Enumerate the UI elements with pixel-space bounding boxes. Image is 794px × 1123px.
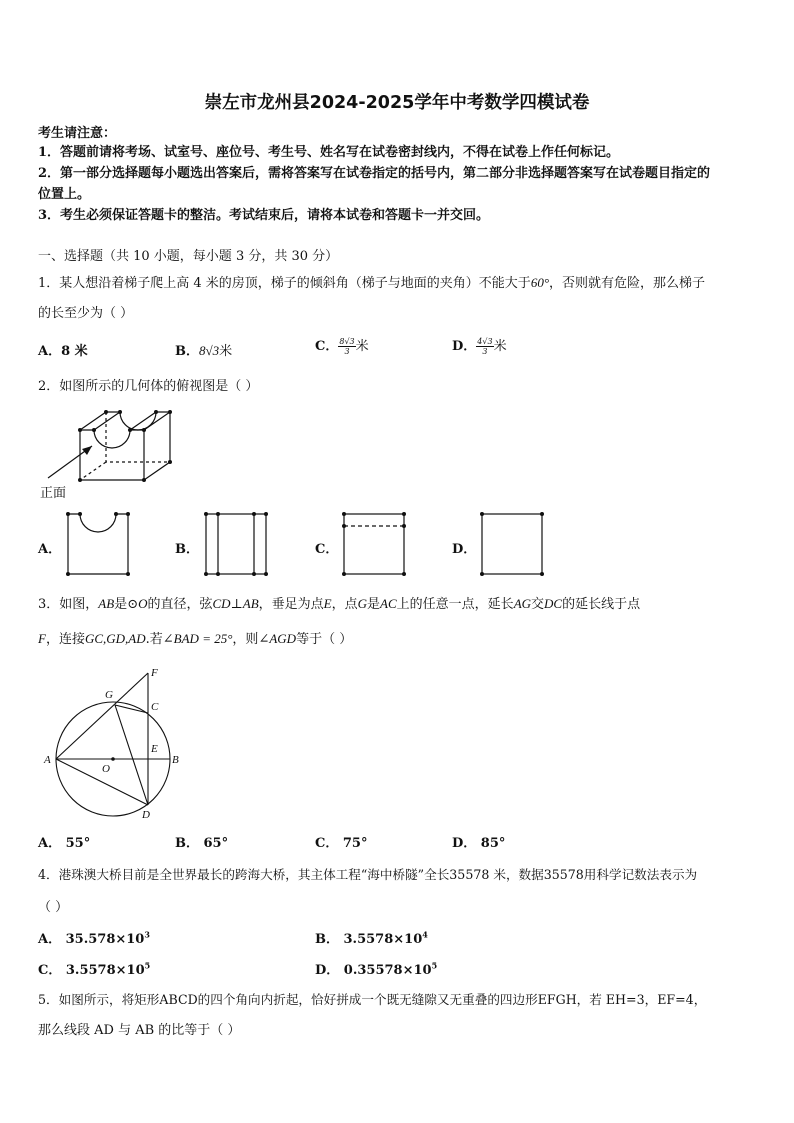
question-2-text: 2．如图所示的几何体的俯视图是（ ） — [38, 379, 259, 394]
question-3-line-1: 3．如图，AB是⊙O的直径，弦CD⊥AB，垂足为点E，点G是AC上的任意一点，延长AG交DC的延长线于点 — [38, 596, 641, 612]
q3-option-d[interactable]: D． 85° — [452, 836, 506, 851]
q1-option-c[interactable]: C． $\frac{8√3}{3}$ 米 — [315, 337, 369, 356]
notice-heading: 考生请注意： — [38, 126, 117, 141]
question-1-line-2: 的长至少为（ ） — [38, 306, 134, 321]
section-heading: 一、选择题（共 10 小题，每小题 3 分，共 30 分） — [38, 249, 339, 264]
q2-option-c[interactable]: C． — [315, 542, 339, 557]
q4-option-d[interactable]: D． $0.35578\times 10^5$ — [315, 960, 438, 978]
q2-option-c-figure[interactable] — [342, 512, 406, 576]
q3-circle-figure — [38, 662, 188, 822]
q3-option-a[interactable]: A． 55° — [38, 836, 91, 851]
q1-option-b[interactable]: B．8√3米 — [175, 343, 233, 359]
question-5-line-2: 那么线段 AD 与 AB 的比等于（ ） — [38, 1023, 241, 1038]
q3-label-o: O — [102, 763, 110, 775]
q3-option-c[interactable]: C． 75° — [315, 836, 368, 851]
q3-label-b: B — [172, 754, 179, 766]
question-3-line-2: F，连接GC,GD,AD.若∠BAD = 25°，则∠AGD等于（ ） — [38, 631, 353, 647]
notice-item-1: 1．答题前请将考场、试室号、座位号、考生号、姓名写在试卷密封线内，不得在试卷上作任何标记。 — [38, 145, 620, 160]
page-title: 崇左市龙州县2024-2025学年中考数学四模试卷 — [204, 93, 590, 113]
q4-option-c[interactable]: C． $3.5578\times 10^5$ — [38, 960, 151, 978]
q3-option-b[interactable]: B． 65° — [175, 836, 229, 851]
front-view-label: 正面 — [40, 486, 67, 501]
question-5-line-1: 5．如图所示，将矩形ABCD的四个角向内折起，恰好拼成一个既无缝隙又无重叠的四边形EFGH，若 EH=3，EF=4， — [38, 992, 707, 1007]
question-1-line-1: 1．某人想沿着梯子爬上高 4 米的房顶，梯子的倾斜角（梯子与地面的夹角）不能大于60°，否则就有危险，那么梯子 — [38, 275, 706, 291]
q2-option-b[interactable]: B． — [175, 542, 199, 557]
notice-item-2: 2．第一部分选择题每小题选出答案后，需将答案写在试卷指定的括号内，第二部分非选择题答案写在试卷题目指定的 — [38, 166, 711, 181]
q3-label-a: A — [44, 754, 51, 766]
q1-option-a[interactable]: A．8 米 — [38, 344, 88, 359]
q2-option-a[interactable]: A． — [38, 542, 62, 557]
q1-option-d[interactable]: D． $\frac{4√3}{3}$ 米 — [452, 337, 507, 356]
q2-option-d-figure[interactable] — [480, 512, 544, 576]
question-4-line-2: （ ） — [38, 900, 69, 915]
q3-label-e: E — [151, 743, 158, 755]
notice-item-3: 3．考生必须保证答题卡的整洁。考试结束后，请将本试卷和答题卡一并交回。 — [38, 208, 490, 223]
q3-label-d: D — [142, 809, 150, 821]
q3-label-g: G — [105, 689, 113, 701]
q2-option-a-figure[interactable] — [66, 512, 130, 576]
q2-option-d[interactable]: D． — [452, 542, 477, 557]
q3-label-c: C — [151, 701, 159, 713]
q3-label-f: F — [151, 667, 158, 679]
notice-item-2-cont: 位置上。 — [38, 187, 91, 202]
question-4-line-1: 4．港珠澳大桥目前是全世界最长的跨海大桥，其主体工程“海中桥隧”全长35578 米，数据35578用科学记数法表示为 — [38, 867, 698, 882]
q4-option-b[interactable]: B． $3.5578\times 10^4$ — [315, 929, 428, 947]
q2-option-b-figure[interactable] — [204, 512, 268, 576]
q4-option-a[interactable]: A． $35.578\times 10^3$ — [38, 929, 150, 947]
